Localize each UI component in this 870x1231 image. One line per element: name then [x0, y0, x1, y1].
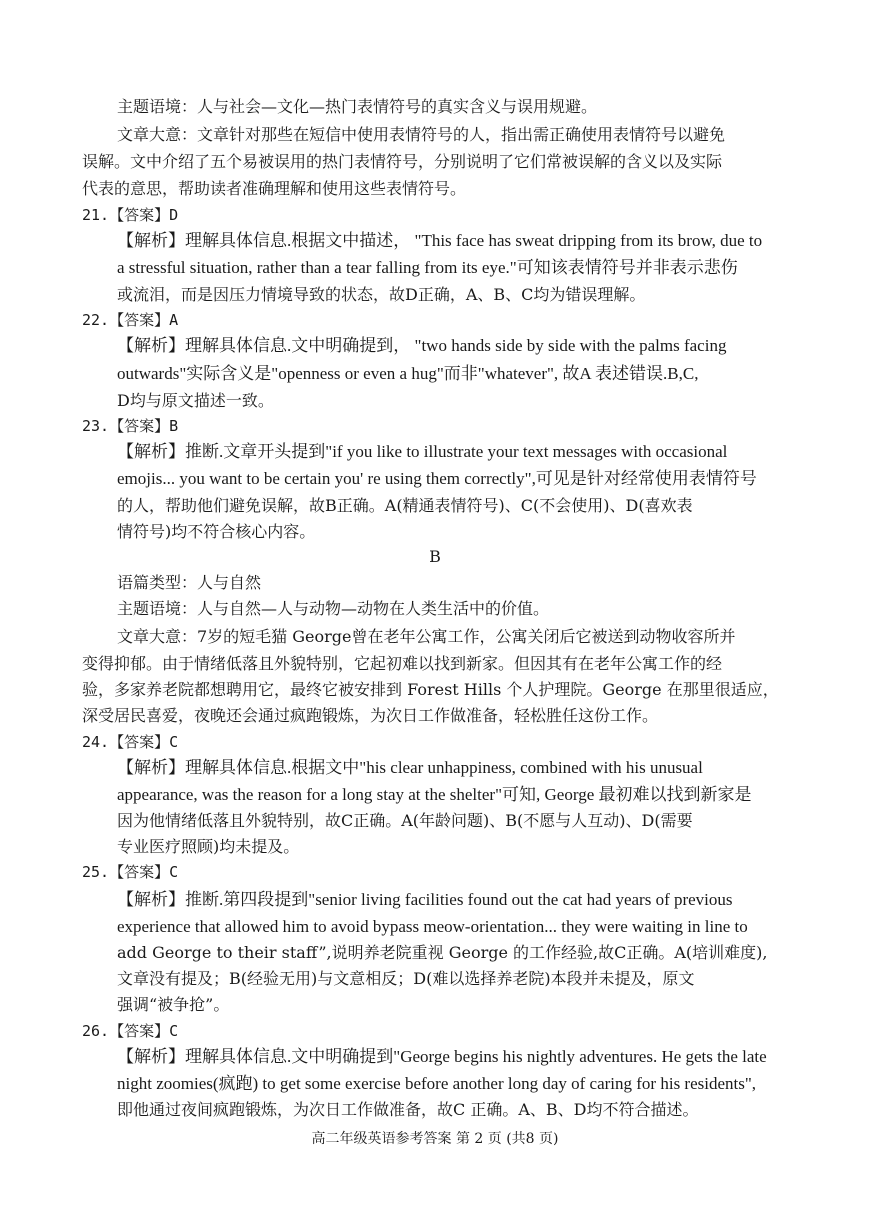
explanation-23-line: emojis... you want to be certain you' re using them correctly",可见是针对经常使用表情符号 — [117, 469, 757, 488]
section-a-theme: 主题语境：人与社会—文化—热门表情符号的真实含义与误用规避。 — [117, 97, 598, 116]
section-b-summary-line: 文章大意：7岁的短毛猫 George曾在老年公寓工作，公寓关闭后它被送到动物收容所并 — [117, 627, 736, 646]
answer-24: 24.【答案】C — [82, 733, 179, 751]
section-b-type: 语篇类型：人与自然 — [117, 573, 262, 592]
explanation-22-line: 【解析】理解具体信息.文中明确提到， "two hands side by side with the palms facing — [117, 336, 727, 355]
explanation-24-line: 因为他情绪低落且外貌特别，故C正确。A(年龄问题)、B(不愿与人互动)、D(需要 — [117, 811, 693, 830]
answer-26: 26.【答案】C — [82, 1022, 179, 1040]
explanation-21-line: 【解析】理解具体信息.根据文中描述， "This face has sweat dripping from its brow, due to — [117, 231, 763, 250]
explanation-23-line: 情符号)均不符合核心内容。 — [117, 522, 316, 541]
section-a-summary-line: 文章大意：文章针对那些在短信中使用表情符号的人，指出需正确使用表情符号以避免 — [117, 125, 726, 144]
explanation-23-line: 【解析】推断.文章开头提到"if you like to illustrate your text messages with occasional — [117, 442, 728, 461]
explanation-22-line: D均与原文描述一致。 — [117, 391, 274, 410]
explanation-24-line: 【解析】理解具体信息.根据文中"his clear unhappiness, combined with his unusual — [117, 758, 703, 777]
explanation-25-line: experience that allowed him to avoid bypass meow-orientation... they were waiting in line to — [117, 917, 748, 936]
explanation-26-line: 即他通过夜间疯跑锻炼，为次日工作做准备，故C 正确。A、B、D均不符合描述。 — [117, 1100, 699, 1119]
section-b-heading: B — [429, 547, 441, 566]
explanation-25-line: 【解析】推断.第四段提到"senior living facilities found out the cat had years of previous — [117, 890, 733, 909]
explanation-24-line: 专业医疗照顾)均未提及。 — [117, 837, 300, 856]
explanation-24-line: appearance, was the reason for a long stay at the shelter"可知, George 最初难以找到新家是 — [117, 785, 752, 804]
explanation-25-line: 强调“被争抢”。 — [117, 995, 230, 1014]
page-footer: 高二年级英语参考答案 第 2 页 (共8 页) — [311, 1131, 559, 1147]
section-b-summary-line: 深受居民喜爱，夜晚还会通过疯跑锻炼，为次日工作做准备，轻松胜任这份工作。 — [82, 706, 659, 725]
answer-21: 21.【答案】D — [82, 206, 179, 224]
section-a-summary-line: 代表的意思，帮助读者准确理解和使用这些表情符号。 — [82, 179, 467, 198]
section-b-summary-line: 变得抑郁。由于情绪低落且外貌特别，它起初难以找到新家。但因其有在老年公寓工作的经 — [82, 654, 723, 673]
explanation-21-line: 或流泪，而是因压力情境导致的状态，故D正确，A、B、C均为错误理解。 — [117, 285, 646, 304]
section-b-summary-line: 验，多家养老院都想聘用它，最终它被安排到 Forest Hills 个人护理院。George 在那里很适应， — [82, 680, 779, 699]
answer-23: 23.【答案】B — [82, 417, 179, 435]
section-b-theme: 主题语境：人与自然—人与动物—动物在人类生活中的价值。 — [117, 599, 550, 618]
explanation-21-line: a stressful situation, rather than a tear falling from its eye."可知该表情符号并非表示悲伤 — [117, 258, 738, 277]
section-a-summary-line: 误解。文中介绍了五个易被误用的热门表情符号，分别说明了它们常被误解的含义以及实际 — [82, 152, 723, 171]
explanation-25-line: 文章没有提及；B(经验无用)与文意相反；D(难以选择养老院)本段并未提及，原文 — [117, 969, 695, 988]
explanation-26-line: 【解析】理解具体信息.文中明确提到"George begins his nightly adventures. He gets the late — [117, 1047, 767, 1066]
explanation-23-line: 的人，帮助他们避免误解，故B正确。A(精通表情符号)、C(不会使用)、D(喜欢表 — [117, 496, 693, 515]
answer-25: 25.【答案】C — [82, 863, 179, 881]
explanation-26-line: night zoomies(疯跑) to get some exercise before another long day of caring for his residents", — [117, 1074, 757, 1093]
explanation-22-line: outwards"实际含义是"openness or even a hug"而非"whatever", 故A 表述错误.B,C, — [117, 364, 699, 383]
explanation-25-line: add George to their staff”,说明养老院重视 George 的工作经验,故C正确。A(培训难度), — [117, 943, 768, 962]
answer-22: 22.【答案】A — [82, 311, 179, 329]
